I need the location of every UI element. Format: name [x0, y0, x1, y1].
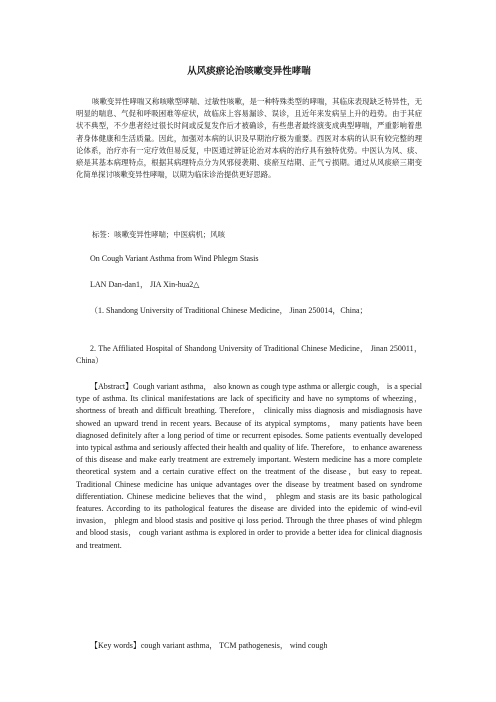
chinese-abstract: 咳嗽变异性哮喘又称咳嗽型哮喘、过敏性咳嗽，是一种特殊类型的哮喘，其临床表现缺乏特异性，无明显的喘息、气促和呼吸困难等症状，故临床上容易漏诊、误诊，且近年来发病呈上升的趋势。由于其症状不典型，不少患者经过很长时间或反复发作后才被确诊，有些患者最终演变成典型哮喘，严重影响着患者身体健康和生活质量。因此，加强对本病的认识及早期治疗极为重要。西医对本病的认识有较完整的理论体系，治疗亦有一定疗效但易反复，中医通过辨证论治对本病的治疗具有独特优势。中医认为风、痰、瘀是其基本病理特点，根据其病理特点分为风邪侵袭期、痰瘀互结期、正气亏损期。通过从风痰瘀三期变化简单探讨咳嗽变异性哮喘，以期为临床诊治提供更好思路。: [76, 97, 422, 180]
english-keywords: 【Key words】cough variant asthma， TCM pathogenesis， wind cough: [90, 641, 328, 650]
affiliation-1: （1. Shandong University of Traditional Chinese Medicine， Jinan 250014，China；: [90, 306, 368, 315]
affiliation-2: 2. The Affiliated Hospital of Shandong University of Traditional Chinese Medicine， Jinan 250011， China）: [76, 344, 422, 366]
chinese-keywords: 标签：咳嗽变异性哮喘；中医病机；风咳: [92, 230, 226, 239]
english-title: On Cough Variant Asthma from Wind Phlegm Stasis: [90, 254, 259, 263]
english-abstract: 【Abstract】Cough variant asthma， also known as cough type asthma or allergic cough， is a special type of asthma. Its clinical manifestations are lack of specificity and have no symptoms of wheezing， shortness of breath and difficult breathing. Therefore， clinically miss diagnosis and misdiagnosis have showed an upward trend in recent years. Because of its atypical symptoms， many patients have been diagnosed definitely after a long period of time or recurrent episodes. Some patients eventually developed into typical asthma and seriously affected their health and quality of life. Therefore， to enhance awareness of this disease and make early treatment are extremely important. Western medicine has a more complete theoretical system and a certain curative effect on the treatment of the disease，but easy to repeat. Traditional Chinese medicine has unique advantages over the disease by treatment based on syndrome differentiation. Chinese medicine believes that the wind， phlegm and stasis are its basic pathological features. According to its pathological features the disease are divided into the epidemic of wind-evil invasion， phlegm and blood stasis and positive qi loss period. Through the three phases of wind phlegm and blood stasis， cough variant asthma is explored in order to provide a better idea for clinical diagnosis and treatment.: [76, 382, 422, 550]
english-authors: LAN Dan-dan1， JIA Xin-hua2△: [90, 280, 200, 289]
article-title: 从风痰瘀论治咳嗽变异性哮喘: [187, 66, 311, 77]
